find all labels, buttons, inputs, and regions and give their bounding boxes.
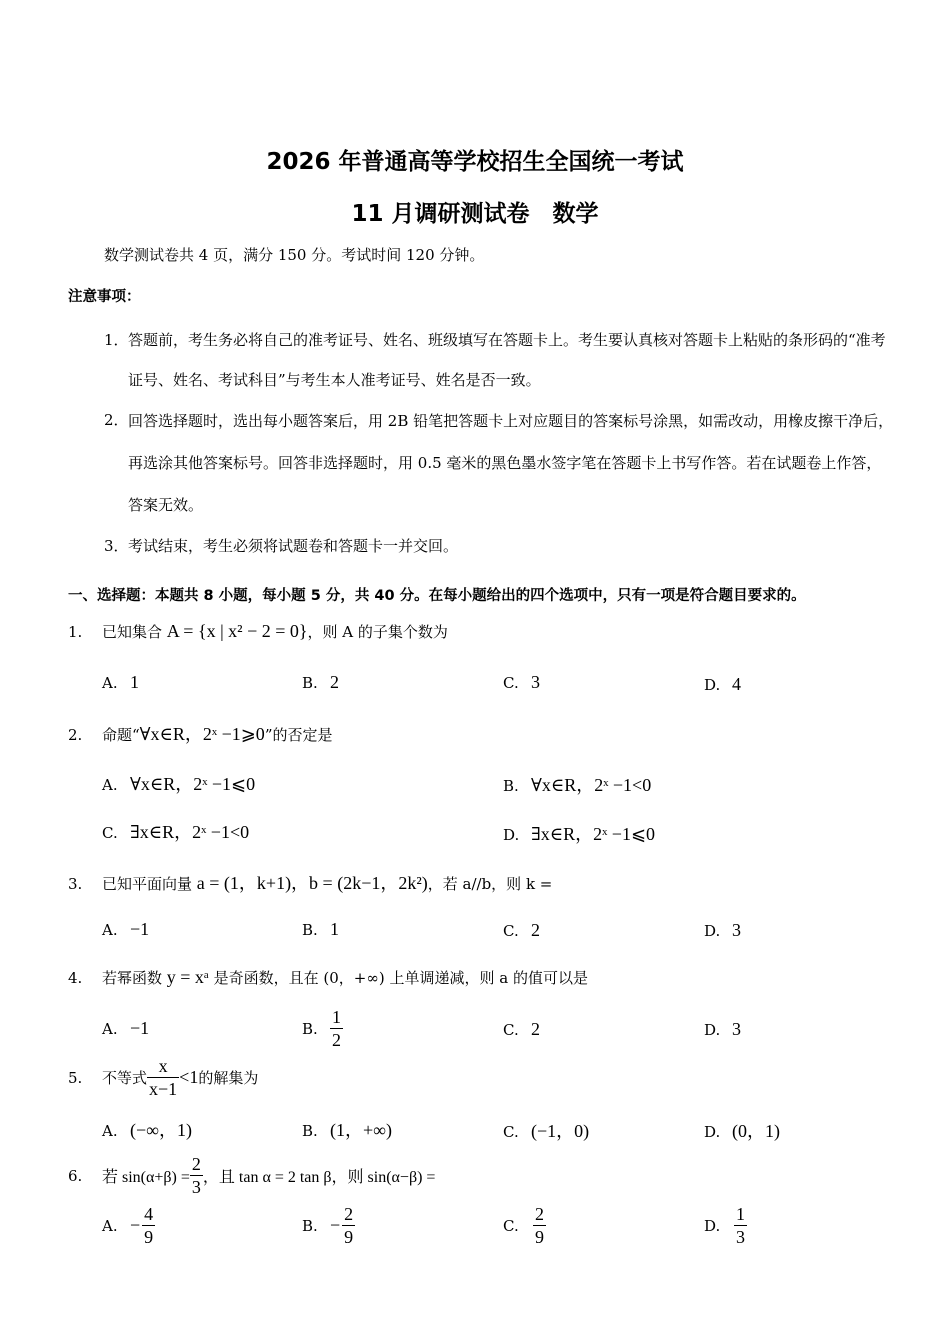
option-label: A. <box>102 1122 118 1140</box>
option-a[interactable] <box>102 1116 192 1142</box>
option-label: C. <box>503 1021 519 1039</box>
question-math: y = xᵃ <box>166 967 209 987</box>
fraction-sign: − <box>330 1215 341 1235</box>
option-value: ∃x∈R，2ˣ −1<0 <box>130 822 250 842</box>
note-item <box>104 400 894 526</box>
option-b[interactable] <box>503 771 651 797</box>
option-value: 4 <box>732 674 741 694</box>
option-label: C. <box>503 674 519 692</box>
section-heading: 一、选择题：本题共 8 小题，每小题 5 分，共 40 分。在每小题给出的四个选项中，只有一项是符合题目要求的。 <box>68 588 806 604</box>
option-d[interactable] <box>503 820 655 846</box>
option-a[interactable] <box>102 672 139 693</box>
option-label: B. <box>302 1122 318 1140</box>
option-label: B. <box>302 1019 318 1038</box>
option-label: C. <box>503 1216 519 1235</box>
fraction-numerator: x <box>147 1055 179 1078</box>
option-label: D. <box>704 1021 721 1039</box>
option-value: 1 <box>130 672 139 692</box>
fraction-numerator: 2 <box>344 1204 354 1224</box>
option-b[interactable] <box>302 1203 355 1248</box>
exam-subtitle: 11 月调研测试卷 数学 <box>351 201 599 227</box>
option-label: A. <box>102 921 118 939</box>
question-number: 4. <box>68 969 83 987</box>
option-value: 3 <box>732 920 741 940</box>
note-text: 考试结束，考生必须将试题卷和答题卡一并交回。 <box>128 537 459 555</box>
fraction-numerator: 2 <box>535 1204 544 1224</box>
option-label: C. <box>503 922 519 940</box>
option-d[interactable] <box>704 1203 747 1248</box>
option-c[interactable] <box>503 1117 589 1143</box>
option-label: B. <box>302 1216 318 1235</box>
question-number: 5. <box>68 1068 83 1087</box>
question-4 <box>68 967 588 988</box>
notes-heading: 注意事项： <box>68 289 141 305</box>
fraction-denominator: 2 <box>332 1030 341 1050</box>
question-3 <box>68 869 552 895</box>
question-number: 3. <box>68 875 83 893</box>
option-label: B. <box>302 674 318 692</box>
option-b[interactable] <box>302 672 339 693</box>
fraction-numerator: 4 <box>144 1204 154 1224</box>
question-math: A = {x | x² − 2 = 0} <box>166 621 308 641</box>
question-stem: 若幂函数 <box>102 969 167 987</box>
option-value: −1 <box>130 919 150 939</box>
fraction-denominator: x−1 <box>149 1079 178 1099</box>
option-value: 1 <box>330 919 339 939</box>
fraction-numerator: 2 <box>191 1154 201 1174</box>
option-a[interactable] <box>102 770 255 796</box>
question-1 <box>68 621 448 642</box>
option-fraction <box>531 1203 546 1248</box>
question-stem-tail: ，则 A 的子集个数为 <box>307 623 448 641</box>
question-stem-tail: 是奇函数，且在 (0，+∞) 上单调递减，则 a 的值可以是 <box>208 969 588 987</box>
option-label: D. <box>704 1216 721 1235</box>
option-fraction <box>330 1006 343 1051</box>
fraction-denominator: 3 <box>191 1177 201 1197</box>
option-value: 2 <box>531 1019 540 1039</box>
fraction-numerator: 1 <box>736 1204 745 1224</box>
question-math: <1 <box>179 1067 199 1087</box>
option-value: 2 <box>330 672 339 692</box>
question-5 <box>68 1055 258 1100</box>
option-a[interactable] <box>102 1018 149 1039</box>
option-label: B. <box>503 777 519 795</box>
option-label: D. <box>503 826 520 844</box>
option-b[interactable] <box>302 919 339 940</box>
note-item <box>104 320 894 400</box>
option-label: A. <box>102 674 118 692</box>
question-stem-tail: ”的否定是 <box>264 726 333 744</box>
option-value: ∀x∈R，2ˣ −1⩽0 <box>130 774 256 794</box>
option-a[interactable] <box>102 919 149 940</box>
note-text: 回答选择题时，选出每小题答案后，用 2B 铅笔把答题卡上对应题目的答案标号涂黑，如需改动，用橡皮擦干净后，再选涂其他答案标号。回答非选择题时，用 0.5 毫米的黑色墨水签字笔在答题卡上书写作答。若在试题卷上作答，答案无效。 <box>128 412 894 514</box>
option-b[interactable] <box>302 1006 343 1051</box>
option-value: ∃x∈R，2ˣ −1⩽0 <box>531 824 656 844</box>
exam-title: 2026 年普通高等学校招生全国统一考试 <box>266 149 684 175</box>
fraction-denominator: 9 <box>144 1227 154 1247</box>
option-label: B. <box>302 921 318 939</box>
option-value: (−1，0) <box>531 1121 590 1141</box>
option-label: A. <box>102 1020 118 1038</box>
question-number: 1. <box>68 623 83 641</box>
option-fraction <box>732 1203 747 1248</box>
note-item <box>104 526 894 566</box>
option-d[interactable] <box>704 1019 741 1040</box>
question-stem: 已知平面向量 <box>102 875 197 893</box>
option-label: D. <box>704 1123 721 1141</box>
question-fraction <box>147 1055 179 1100</box>
question-stem: 命题“ <box>102 726 140 744</box>
question-math: a = (1，k+1)，b = (2k−1，2k²) <box>196 873 428 893</box>
option-d[interactable] <box>704 920 741 941</box>
question-stem-tail: ，若 a//b，则 k = <box>427 875 553 893</box>
fraction-numerator: 1 <box>332 1007 341 1027</box>
note-number: 1． <box>104 331 129 349</box>
option-fraction <box>130 1203 155 1248</box>
option-label: A. <box>102 1216 118 1235</box>
question-number: 2. <box>68 726 83 744</box>
option-a[interactable] <box>102 1203 155 1248</box>
question-math: 若 sin(α+β) = <box>102 1169 190 1186</box>
option-b[interactable] <box>302 1116 392 1142</box>
question-6 <box>68 1153 435 1198</box>
option-value: (0，1) <box>732 1121 780 1141</box>
option-c[interactable] <box>102 818 249 844</box>
option-value: −1 <box>130 1018 150 1038</box>
option-value: 3 <box>732 1019 741 1039</box>
option-value: (1，+∞) <box>330 1120 392 1140</box>
option-value: 3 <box>531 672 540 692</box>
question-fraction <box>190 1153 203 1198</box>
option-value: 2 <box>531 920 540 940</box>
note-number: 2． <box>104 411 129 429</box>
intro-text: 数学测试卷共 4 页，满分 150 分。考试时间 120 分钟。 <box>104 246 485 264</box>
option-c[interactable] <box>503 920 540 941</box>
question-stem: 不等式 <box>102 1069 148 1087</box>
fraction-denominator: 9 <box>344 1227 354 1247</box>
question-math: ∀x∈R，2ˣ −1⩾0 <box>139 724 265 744</box>
option-label: D. <box>704 676 721 694</box>
question-stem: 已知集合 <box>102 623 167 641</box>
fraction-sign: − <box>130 1215 141 1235</box>
question-stem-tail: ，且 tan α = 2 tan β，则 sin(α−β) = <box>202 1169 436 1186</box>
option-label: A. <box>102 776 118 794</box>
option-label: C. <box>503 1123 519 1141</box>
option-c[interactable] <box>503 672 540 693</box>
option-value: ∀x∈R，2ˣ −1<0 <box>531 775 652 795</box>
option-value: (−∞，1) <box>130 1120 192 1140</box>
question-number: 6. <box>68 1166 83 1185</box>
note-number: 3． <box>104 537 129 555</box>
note-text: 答题前，考生务必将自己的准考证号、姓名、班级填写在答题卡上。考生要认真核对答题卡上粘贴的条形码的“准考证号、姓名、考试科目”与考生本人准考证号、姓名是否一致。 <box>128 331 886 389</box>
question-2 <box>68 720 332 746</box>
option-d[interactable] <box>704 674 741 695</box>
option-c[interactable] <box>503 1203 546 1248</box>
option-label: C. <box>102 824 118 842</box>
question-stem-tail: 的解集为 <box>198 1069 259 1087</box>
fraction-denominator: 9 <box>535 1227 544 1247</box>
option-d[interactable] <box>704 1117 780 1143</box>
fraction-denominator: 3 <box>736 1227 745 1247</box>
notes-list <box>104 320 894 566</box>
option-label: D. <box>704 922 721 940</box>
option-c[interactable] <box>503 1019 540 1040</box>
option-fraction <box>330 1203 355 1248</box>
